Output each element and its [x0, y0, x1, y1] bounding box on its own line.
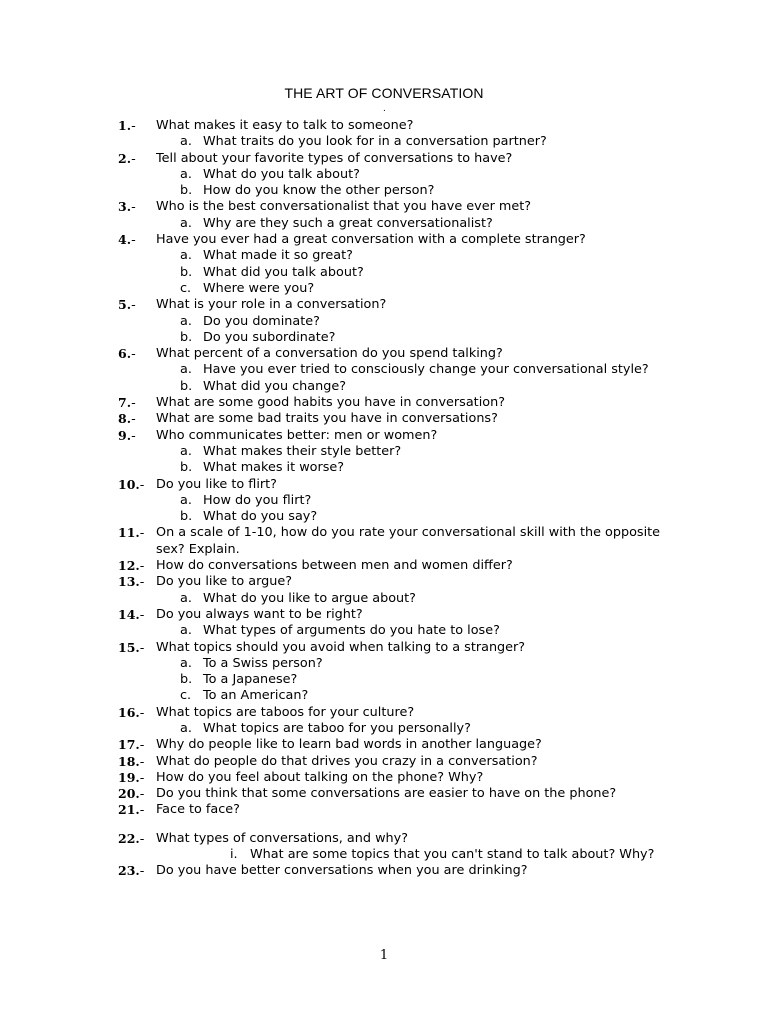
sub-question-text: Why are they such a great conversationalist? [203, 215, 493, 231]
question-number: 15.- [118, 639, 145, 656]
sub-question-text: To a Japanese? [203, 672, 298, 688]
question-item [0, 802, 768, 818]
sub-question-text: Do you dominate? [203, 313, 320, 329]
question-text: Do you like to argue? [156, 574, 293, 590]
sub-question-text: How do you flirt? [203, 492, 312, 508]
question-number: 23.- [118, 863, 145, 880]
sub-question-item [0, 656, 768, 672]
sub-question-text: What makes their style better? [203, 443, 402, 459]
question-text: What do people do that drives you crazy in a conversation? [156, 753, 538, 769]
sub-question-item [0, 672, 768, 688]
question-item [0, 705, 768, 721]
sub-question-item [0, 509, 768, 525]
question-text: What types of conversations, and why? [156, 830, 409, 846]
sub-question-item [0, 362, 768, 378]
question-item [0, 786, 768, 802]
sub-question-item [0, 265, 768, 281]
question-item [0, 395, 768, 411]
sub-question-item [0, 623, 768, 639]
sub-question-text: What did you change? [203, 378, 347, 394]
question-number: 13.- [118, 574, 145, 591]
sub-question-marker: a. [180, 313, 192, 329]
sub-question-marker: b. [180, 378, 193, 394]
question-number: 6.- [118, 346, 136, 363]
sub-question-item [0, 330, 768, 346]
question-text: Tell about your favorite types of conversations to have? [156, 150, 513, 166]
question-text: On a scale of 1-10, how do you rate your conversational skill with the opposite sex? Explain. [156, 525, 661, 557]
question-item [0, 346, 768, 362]
sub-question-marker: a. [180, 492, 192, 508]
sub-question-item [0, 183, 768, 199]
sub-question-marker: c. [180, 280, 192, 296]
sub-question-item [0, 248, 768, 264]
sub-question-item [0, 134, 768, 150]
sub-question-item [0, 444, 768, 460]
question-text: Do you have better conversations when you are drinking? [156, 863, 528, 879]
sub-question-marker: b. [180, 509, 193, 525]
sub-question-marker: a. [180, 623, 192, 639]
question-number: 5.- [118, 297, 136, 314]
question-list [0, 118, 768, 880]
sub-question-item [0, 379, 768, 395]
sub-question-item [0, 591, 768, 607]
sub-question-marker: a. [180, 443, 192, 459]
question-text: Do you always want to be right? [156, 606, 363, 622]
sub-question-marker: b. [180, 672, 193, 688]
question-text: Have you ever had a great conversation with a complete stranger? [156, 232, 586, 248]
question-item [0, 640, 768, 656]
question-text: Do you think that some conversations are easier to have on the phone? [156, 786, 617, 802]
question-item [0, 770, 768, 786]
sub-question-marker: a. [180, 590, 192, 606]
sub-question-marker: a. [180, 134, 192, 150]
question-text: Do you like to flirt? [156, 476, 277, 492]
question-item [0, 411, 768, 427]
question-item [0, 737, 768, 753]
question-text: Face to face? [156, 802, 240, 818]
sub-question-marker: a. [180, 215, 192, 231]
sub-question-marker: a. [180, 248, 192, 264]
sub-question-item [0, 721, 768, 737]
question-number: 11.- [118, 525, 145, 542]
question-text: What topics should you avoid when talking to a stranger? [156, 639, 526, 655]
question-text: What are some good habits you have in conversation? [156, 395, 505, 411]
page-number: 1 [379, 948, 389, 963]
question-number: 12.- [118, 558, 145, 575]
sub-question-marker: a. [180, 166, 192, 182]
sub-question-text: What types of arguments do you hate to lose? [203, 623, 500, 639]
sub-question-text: To a Swiss person? [203, 655, 323, 671]
question-text: Who is the best conversationalist that you have ever met? [156, 199, 532, 215]
sub-question-marker: a. [180, 362, 192, 378]
sub-question-marker: a. [180, 720, 192, 736]
sub-question-text: What are some topics that you can't stand to talk about? Why? [250, 847, 655, 863]
question-text: Why do people like to learn bad words in another language? [156, 737, 542, 753]
question-item [0, 863, 768, 879]
sub-question-text: Do you subordinate? [203, 329, 336, 345]
sub-question-marker: b. [180, 460, 193, 476]
sub-question-text: What did you talk about? [203, 264, 364, 280]
sub-question-marker: b. [180, 329, 193, 345]
question-text: Who communicates better: men or women? [156, 427, 438, 443]
question-number: 2.- [118, 150, 136, 167]
sub-question-marker: c. [180, 688, 192, 704]
question-text: How do conversations between men and women differ? [156, 558, 513, 574]
question-number: 4.- [118, 232, 136, 249]
question-number: 22.- [118, 830, 145, 847]
question-number: 19.- [118, 769, 145, 786]
question-number: 18.- [118, 753, 145, 770]
sub-question-item [0, 460, 768, 476]
stray-dot: . [383, 103, 386, 114]
sub-question-item [0, 167, 768, 183]
sub-question-marker: a. [180, 655, 192, 671]
question-item [0, 607, 768, 623]
question-number: 9.- [118, 427, 136, 444]
sub-question-item [0, 216, 768, 232]
sub-question-text: Where were you? [203, 280, 315, 296]
question-text: What percent of a conversation do you spend talking? [156, 346, 503, 362]
question-item [0, 525, 768, 558]
question-item [0, 831, 768, 847]
sub-question-item [0, 688, 768, 704]
question-number: 20.- [118, 786, 145, 803]
question-item [0, 754, 768, 770]
question-text: What is your role in a conversation? [156, 297, 387, 313]
sub-question-text: To an American? [203, 688, 309, 704]
sub-question-item [0, 281, 768, 297]
question-text: How do you feel about talking on the phone? Why? [156, 769, 484, 785]
sub-question-text: What topics are taboo for you personally? [203, 720, 471, 736]
question-text: What are some bad traits you have in conversations? [156, 411, 498, 427]
sub-question-text: Have you ever tried to consciously change your conversational style? [203, 362, 649, 378]
question-number: 7.- [118, 395, 136, 412]
question-item [0, 151, 768, 167]
question-item [0, 477, 768, 493]
question-number: 3.- [118, 199, 136, 216]
sub-question-item [0, 314, 768, 330]
question-item [0, 428, 768, 444]
question-text: What makes it easy to talk to someone? [156, 118, 414, 133]
question-item [0, 297, 768, 313]
spacer [0, 819, 768, 831]
question-number: 16.- [118, 704, 145, 721]
sub-question-item [0, 847, 768, 863]
sub-question-text: What traits do you look for in a conversation partner? [203, 134, 547, 150]
sub-question-marker: b. [180, 183, 193, 199]
question-text: What topics are taboos for your culture? [156, 704, 415, 720]
question-item [0, 558, 768, 574]
sub-question-text: What do you like to argue about? [203, 590, 416, 606]
question-item [0, 118, 768, 134]
question-number: 17.- [118, 737, 145, 754]
sub-question-text: What do you say? [203, 509, 318, 525]
question-number: 14.- [118, 606, 145, 623]
question-number: 8.- [118, 411, 136, 428]
sub-question-item [0, 493, 768, 509]
sub-question-marker: i. [230, 847, 238, 863]
question-item [0, 574, 768, 590]
question-item [0, 199, 768, 215]
question-number: 1.- [118, 118, 136, 134]
page-title: THE ART OF CONVERSATION [284, 85, 484, 101]
question-number: 21.- [118, 802, 145, 819]
sub-question-text: What made it so great? [203, 248, 353, 264]
sub-question-marker: b. [180, 264, 193, 280]
sub-question-text: What makes it worse? [203, 460, 345, 476]
sub-question-text: How do you know the other person? [203, 183, 435, 199]
question-item [0, 232, 768, 248]
sub-question-text: What do you talk about? [203, 166, 360, 182]
question-number: 10.- [118, 476, 145, 493]
